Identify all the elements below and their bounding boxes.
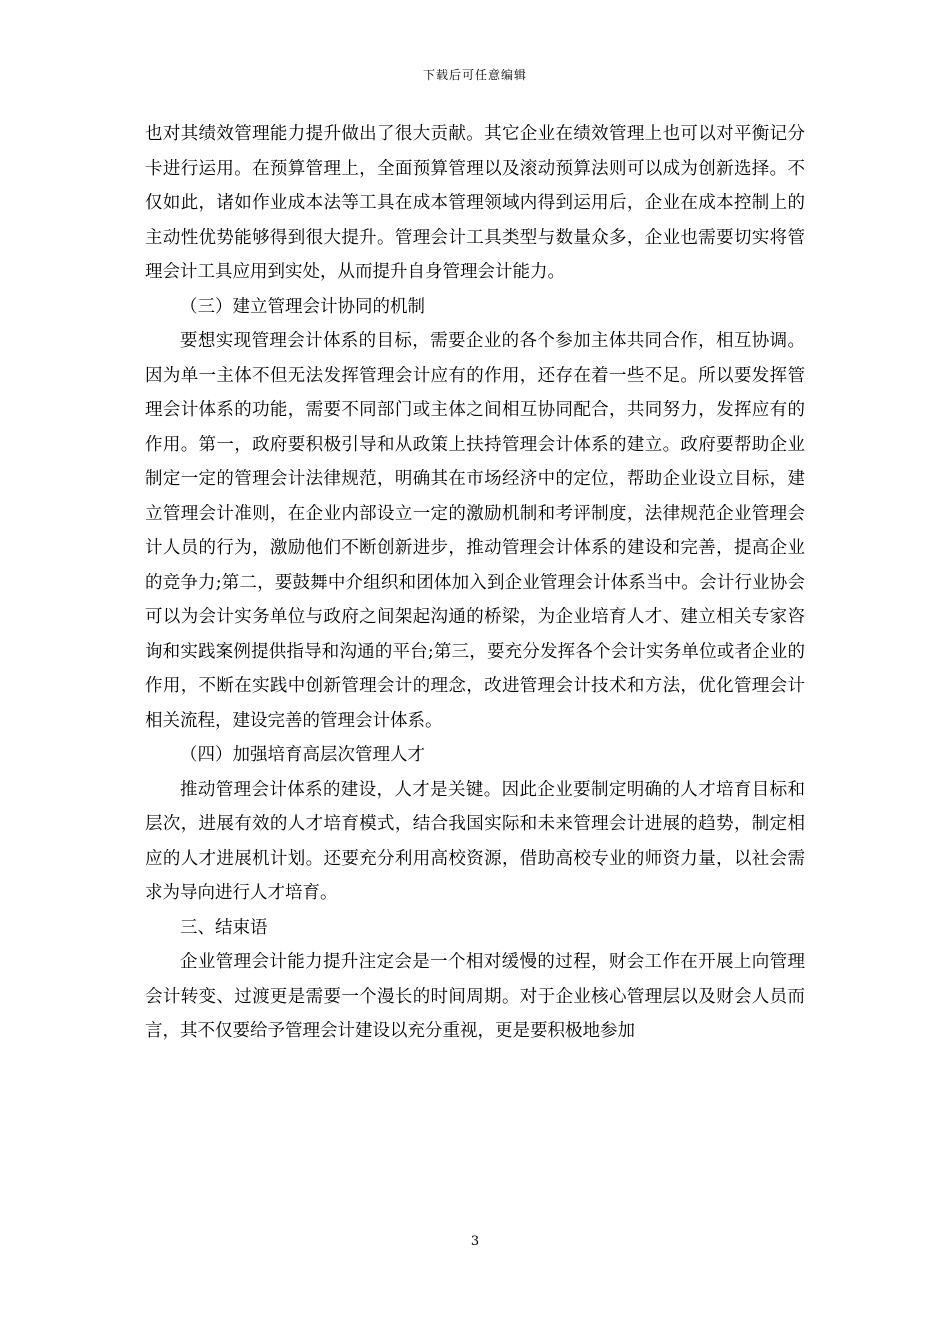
page-number: 3 <box>470 1234 480 1249</box>
section-heading-3: （三）建立管理会计协同的机制 <box>180 296 425 317</box>
paragraph-first: 也对其绩效管理能力提升做出了很大贡献。其它企业在绩效管理上也可以对平衡记分卡进行运用。在预算管理上，全面预算管理以及滚动预算法则可以成为创新选择。不仅如此，诸如作业成本法等工具在成本管理领域内得到运用后，企业在成本控制上的主动性优势能够得到很大提升。管理会计工具类型与数量众多，企业也需要切实将管理会计工具应用到实处，从而提升自身管理会计能力。 <box>145 124 805 282</box>
paragraph-conclusion: 企业管理会计能力提升注定会是一个相对缓慢的过程，财会工作在开展上向管理会计转变、过渡更是需要一个漫长的时间周期。对于企业核心管理层以及财会人员而言，其不仅要给予管理会计建设以充分重视，更是要积极地参加 <box>145 952 805 1041</box>
section-heading-4: （四）加强培育高层次管理人才 <box>180 745 425 765</box>
document-body <box>145 117 805 1049</box>
paragraph-talent: 推动管理会计体系的建设，人才是关键。因此企业要制定明确的人才培育目标和层次，进展有效的人才培育模式，结合我国实际和未来管理会计进展的趋势，制定相应的人才进展机计划。还要充分利用高校资源，借助高校专业的师资力量，以社会需求为导向进行人才培育。 <box>145 779 805 903</box>
page-header: 下载后可任意编辑 <box>422 68 527 82</box>
paragraph-coordination: 要想实现管理会计体系的目标，需要企业的各个参加主体共同合作，相互协调。因为单一主体不但无法发挥管理会计应有的作用，还存在着一些不足。所以要发挥管理会计体系的功能，需要不同部门或主体之间相互协同配合，共同努力，发挥应有的作用。第一，政府要积极引导和从政策上扶持管理会计体系的建立。政府要帮助企业制定一定的管理会计法律规范，明确其在市场经济中的定位，帮助企业设立目标，建立管理会计准则，在企业内部设立一定的激励机制和考评制度，法律规范企业管理会计人员的行为，激励他们不断创新进步，推动管理会计体系的建设和完善，提高企业的竞争力;第二，要鼓舞中介组织和团体加入到企业管理会计体系当中。会计行业协会可以为会计实务单位与政府之间架起沟通的桥梁，为企业培育人才、建立相关专家咨询和实践案例提供指导和沟通的平台;第三，要充分发挥各个会计实务单位或者企业的作用，不断在实践中创新管理会计的理念，改进管理会计技术和方法，优化管理会计相关流程，建设完善的管理会计体系。 <box>145 331 805 731</box>
section-heading-conclusion: 三、结束语 <box>180 917 268 938</box>
